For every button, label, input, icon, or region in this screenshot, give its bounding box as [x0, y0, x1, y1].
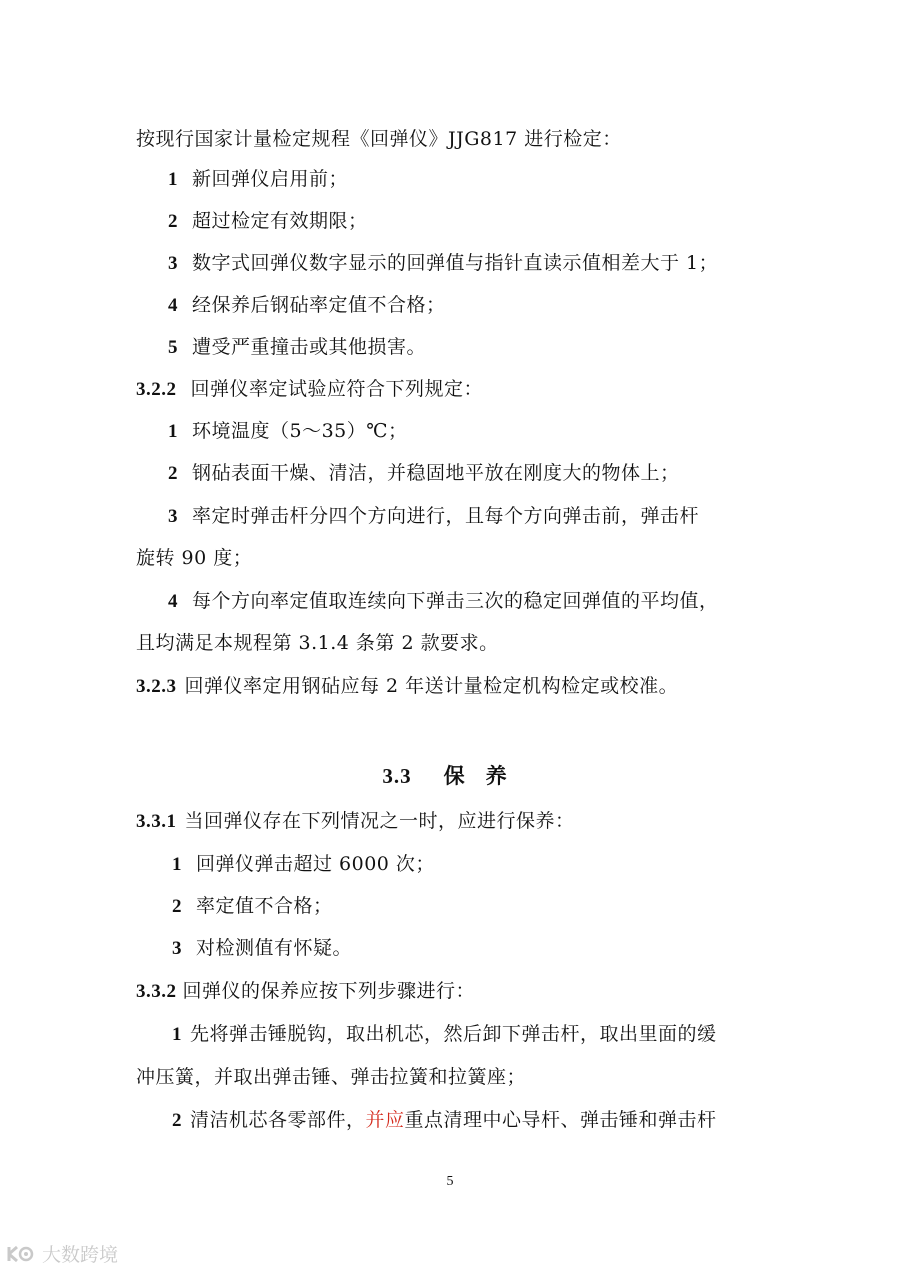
item-number: 2 [168, 463, 178, 484]
item-text: 新回弹仪启用前； [192, 168, 349, 190]
clause-text: 回弹仪率定用钢砧应每 2 年送计量检定机构检定或校准。 [184, 675, 679, 697]
list-item [172, 851, 435, 878]
list-item [168, 503, 699, 530]
item-text: 率定时弹击杆分四个方向进行，且每个方向弹击前，弹击杆 [192, 505, 700, 527]
clause-3-2-3 [136, 673, 678, 700]
list-item [168, 588, 719, 615]
heading-word: 养 [485, 763, 508, 788]
item-text: 超过检定有效期限； [192, 210, 368, 232]
item-text: 回弹仪弹击超过 6000 次； [196, 853, 435, 875]
clause-number: 3.2.3 [136, 676, 177, 697]
item-text: 对检测值有怀疑。 [196, 937, 353, 959]
list-item [172, 935, 352, 962]
list-item [168, 166, 348, 193]
list-item-continuation [136, 545, 252, 571]
item-number: 1 [168, 169, 178, 190]
section-heading [0, 760, 900, 790]
item-number: 1 [172, 854, 182, 875]
clause-3-3-2 [136, 978, 475, 1005]
item-text: 环境温度（5～35）℃； [192, 420, 408, 442]
item-number: 2 [168, 211, 178, 232]
item-text: 每个方向率定值取连续向下弹击三次的稳定回弹值的平均值， [192, 590, 719, 612]
item-number: 1 [172, 1024, 182, 1045]
item-text: 钢砧表面干燥、清洁，并稳固地平放在刚度大的物体上； [192, 462, 680, 484]
item-text: 且均满足本规程第 3.1.4 条第 2 款要求。 [136, 632, 499, 654]
item-text: 数字式回弹仪数字显示的回弹值与指针直读示值相差大于 1； [192, 252, 719, 274]
list-item-continuation [136, 630, 499, 656]
list-item [168, 208, 368, 235]
item-number: 5 [168, 337, 178, 358]
item-number: 3 [172, 938, 182, 959]
item-text: 旋转 90 度； [136, 547, 253, 569]
item-text: 遭受严重撞击或其他损害。 [192, 336, 427, 358]
heading-word: 保 [443, 763, 466, 788]
highlighted-text: 并应 [365, 1109, 405, 1131]
item-text: 重点清理中心导杆、弹击锤和弹击杆 [404, 1109, 717, 1131]
item-number: 2 [172, 896, 182, 917]
item-text: 冲压簧，并取出弹击锤、弹击拉簧和拉簧座； [136, 1066, 527, 1088]
list-item [168, 460, 680, 487]
list-item [172, 1021, 717, 1048]
paragraph-intro [136, 126, 622, 152]
item-text: 清洁机芯各零部件， [190, 1109, 366, 1131]
intro-text: 按现行国家计量检定规程《回弹仪》JJG817 进行检定： [136, 128, 622, 150]
clause-number: 3.3.1 [136, 811, 177, 832]
list-item [168, 334, 426, 361]
clause-number: 3.2.2 [136, 379, 177, 400]
item-number: 4 [168, 295, 178, 316]
clause-text: 回弹仪率定试验应符合下列规定： [190, 378, 484, 400]
heading-number: 3.3 [382, 764, 412, 788]
clause-text: 回弹仪的保养应按下列步骤进行： [182, 980, 476, 1002]
list-item-continuation [136, 1064, 526, 1090]
list-item [168, 250, 718, 277]
list-item [168, 292, 446, 319]
item-text: 率定值不合格； [196, 895, 333, 917]
clause-3-2-2 [136, 376, 483, 403]
clause-number: 3.3.2 [136, 981, 177, 1002]
clause-text: 当回弹仪存在下列情况之一时，应进行保养： [184, 810, 575, 832]
item-number: 4 [168, 591, 178, 612]
item-text: 先将弹击锤脱钩，取出机芯，然后卸下弹击杆，取出里面的缓 [190, 1023, 717, 1045]
list-item [168, 418, 408, 445]
watermark [6, 1240, 118, 1267]
page-number: 5 [446, 1174, 454, 1189]
item-number: 1 [168, 421, 178, 442]
watermark-logo-icon [6, 1243, 36, 1265]
item-number: 2 [172, 1110, 182, 1131]
watermark-text: 大数跨境 [42, 1244, 119, 1266]
clause-3-3-1 [136, 808, 575, 835]
item-number: 3 [168, 506, 178, 527]
list-item [172, 893, 333, 920]
item-text: 经保养后钢砧率定值不合格； [192, 294, 446, 316]
item-number: 3 [168, 253, 178, 274]
list-item [172, 1107, 717, 1134]
